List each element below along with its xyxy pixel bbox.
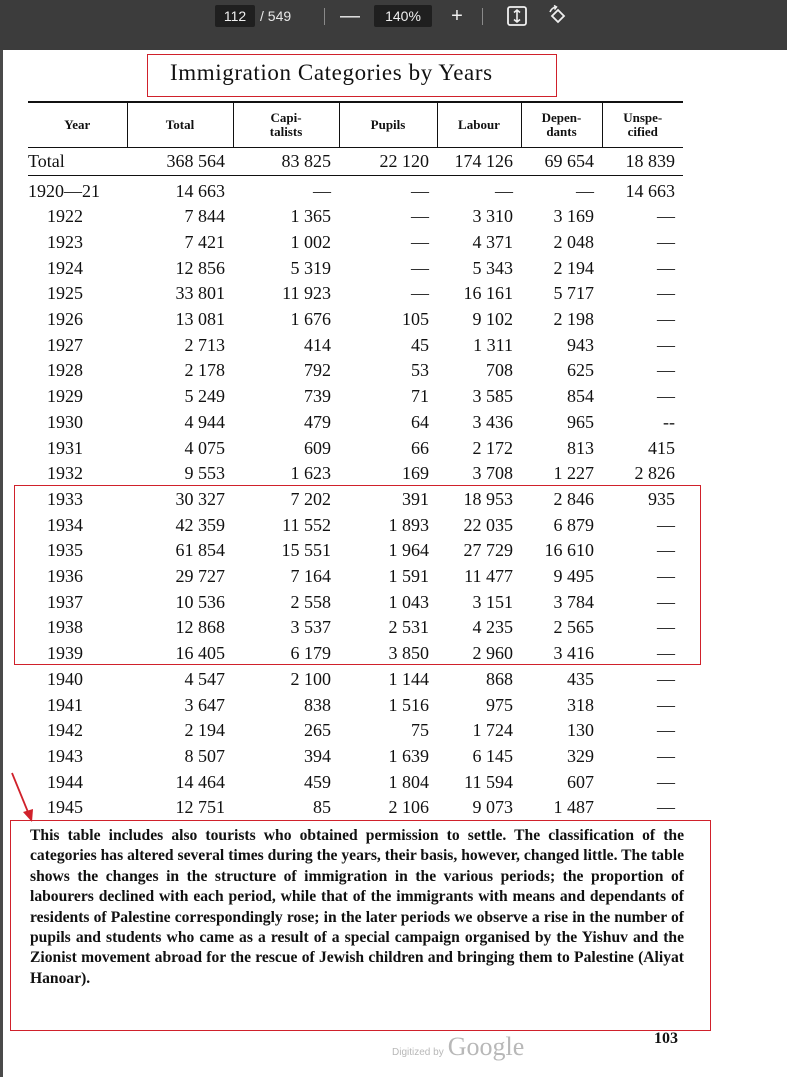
table-title: Immigration Categories by Years bbox=[170, 60, 493, 85]
value-cell: 3 647 bbox=[184, 694, 225, 715]
value-cell: 6 179 bbox=[290, 643, 331, 664]
value-cell: 2 194 bbox=[553, 257, 594, 278]
value-cell: 1 893 bbox=[388, 514, 429, 535]
table-row bbox=[28, 256, 683, 282]
value-cell: 13 081 bbox=[175, 309, 225, 330]
table-row bbox=[28, 358, 683, 384]
value-cell: — bbox=[657, 334, 675, 355]
value-cell: — bbox=[411, 231, 429, 252]
table-row bbox=[28, 204, 683, 230]
value-cell: — bbox=[657, 617, 675, 638]
value-cell: 265 bbox=[304, 720, 331, 741]
table-row bbox=[28, 307, 683, 333]
value-cell: 792 bbox=[304, 360, 331, 381]
year-cell: 1935 bbox=[47, 540, 83, 561]
table-row bbox=[28, 718, 683, 744]
fit-page-button[interactable] bbox=[504, 3, 530, 29]
value-cell: 2 531 bbox=[388, 617, 429, 638]
value-cell: — bbox=[411, 180, 429, 201]
table-row bbox=[28, 436, 683, 462]
column-header-text: Total bbox=[165, 116, 195, 132]
value-cell: 16 405 bbox=[175, 643, 225, 664]
value-cell: 414 bbox=[304, 334, 331, 355]
value-cell: 2 178 bbox=[184, 360, 225, 381]
value-cell: 174 126 bbox=[437, 147, 521, 175]
column-header-text: Labour bbox=[458, 116, 500, 132]
watermark-prefix: Digitized by bbox=[392, 1047, 444, 1058]
column-header-text: Pupils bbox=[370, 116, 406, 132]
value-cell: 1 724 bbox=[472, 720, 513, 741]
value-cell: 71 bbox=[411, 386, 429, 407]
watermark-brand: Google bbox=[447, 1032, 525, 1061]
value-cell: 29 727 bbox=[175, 566, 225, 587]
value-cell: 868 bbox=[486, 668, 513, 689]
value-cell: 6 879 bbox=[553, 514, 594, 535]
value-cell: — bbox=[657, 514, 675, 535]
value-cell: — bbox=[657, 771, 675, 792]
annotation-arrow-icon bbox=[8, 770, 38, 826]
value-cell: 935 bbox=[648, 488, 675, 509]
value-cell: 2 565 bbox=[553, 617, 594, 638]
value-cell: 18 839 bbox=[602, 147, 683, 175]
value-cell: 1 804 bbox=[388, 771, 429, 792]
year-cell: 1945 bbox=[47, 797, 83, 818]
year-cell: 1920—21 bbox=[28, 180, 100, 201]
value-cell: — bbox=[657, 386, 675, 407]
value-cell: 4 371 bbox=[472, 231, 513, 252]
value-cell: 33 801 bbox=[175, 283, 225, 304]
table-row bbox=[28, 333, 683, 359]
year-cell: 1925 bbox=[47, 283, 83, 304]
value-cell: — bbox=[657, 206, 675, 227]
value-cell: 66 bbox=[411, 437, 429, 458]
value-cell: — bbox=[657, 231, 675, 252]
value-cell: 1 144 bbox=[388, 668, 429, 689]
value-cell: 625 bbox=[567, 360, 594, 381]
value-cell: 16 610 bbox=[544, 540, 594, 561]
value-cell: 7 164 bbox=[290, 566, 331, 587]
value-cell: 2 106 bbox=[388, 797, 429, 818]
rotate-button[interactable] bbox=[544, 3, 570, 29]
value-cell: 4 235 bbox=[472, 617, 513, 638]
value-cell: 16 161 bbox=[463, 283, 513, 304]
value-cell: 6 145 bbox=[472, 745, 513, 766]
value-cell: 15 551 bbox=[281, 540, 331, 561]
value-cell: — bbox=[495, 180, 513, 201]
value-cell: 5 319 bbox=[290, 257, 331, 278]
column-header-text: Year bbox=[64, 116, 91, 132]
year-cell: 1937 bbox=[47, 591, 83, 612]
value-cell: 391 bbox=[402, 488, 429, 509]
table-row bbox=[28, 281, 683, 307]
value-cell: 45 bbox=[411, 334, 429, 355]
value-cell: 64 bbox=[411, 411, 429, 432]
table-row bbox=[28, 693, 683, 719]
year-cell: Total bbox=[28, 147, 127, 175]
value-cell: 22 120 bbox=[339, 147, 437, 175]
value-cell: 1 002 bbox=[290, 231, 331, 252]
value-cell: 368 564 bbox=[127, 147, 233, 175]
value-cell: 3 708 bbox=[472, 463, 513, 484]
value-cell: 3 850 bbox=[388, 643, 429, 664]
table-row bbox=[28, 175, 683, 204]
value-cell: 14 663 bbox=[625, 180, 675, 201]
value-cell: 9 495 bbox=[553, 566, 594, 587]
digitized-by-google-watermark bbox=[392, 1032, 524, 1062]
column-header-text: Depen- bbox=[541, 109, 582, 125]
table-row bbox=[28, 384, 683, 410]
column-header bbox=[602, 102, 683, 147]
value-cell: 18 953 bbox=[463, 488, 513, 509]
year-cell: 1943 bbox=[47, 745, 83, 766]
value-cell: 3 416 bbox=[553, 643, 594, 664]
value-cell: 3 436 bbox=[472, 411, 513, 432]
year-cell: 1942 bbox=[47, 720, 83, 741]
column-header bbox=[127, 102, 233, 147]
value-cell: — bbox=[576, 180, 594, 201]
year-cell: 1940 bbox=[47, 668, 83, 689]
value-cell: 75 bbox=[411, 720, 429, 741]
table-row bbox=[28, 795, 683, 821]
table-row bbox=[28, 461, 683, 487]
column-header bbox=[28, 102, 127, 147]
table-row bbox=[28, 410, 683, 436]
value-cell: 11 477 bbox=[464, 566, 513, 587]
column-header-text: Unspe- bbox=[623, 109, 663, 125]
year-cell: 1926 bbox=[47, 309, 83, 330]
value-cell: 5 249 bbox=[184, 386, 225, 407]
value-cell: 169 bbox=[402, 463, 429, 484]
zoom-out-button[interactable]: — bbox=[340, 5, 360, 27]
value-cell: 61 854 bbox=[175, 540, 225, 561]
value-cell: 394 bbox=[304, 745, 331, 766]
value-cell: — bbox=[657, 566, 675, 587]
table-row bbox=[28, 667, 683, 693]
value-cell: 5 717 bbox=[553, 283, 594, 304]
table-row bbox=[28, 770, 683, 796]
value-cell: 27 729 bbox=[463, 540, 513, 561]
immigration-table bbox=[28, 101, 683, 821]
value-cell: 4 075 bbox=[184, 437, 225, 458]
year-cell: 1927 bbox=[47, 334, 83, 355]
value-cell: — bbox=[313, 180, 331, 201]
value-cell: 12 856 bbox=[175, 257, 225, 278]
year-cell: 1933 bbox=[47, 488, 83, 509]
value-cell: — bbox=[657, 540, 675, 561]
year-cell: 1934 bbox=[47, 514, 83, 535]
value-cell: 83 825 bbox=[233, 147, 339, 175]
value-cell: — bbox=[657, 668, 675, 689]
value-cell: 318 bbox=[567, 694, 594, 715]
value-cell: — bbox=[411, 206, 429, 227]
value-cell: 3 169 bbox=[553, 206, 594, 227]
value-cell: 69 654 bbox=[521, 147, 602, 175]
value-cell: -- bbox=[663, 411, 675, 432]
value-cell: 1 516 bbox=[388, 694, 429, 715]
value-cell: 2 713 bbox=[184, 334, 225, 355]
value-cell: — bbox=[657, 720, 675, 741]
value-cell: 14 464 bbox=[175, 771, 225, 792]
year-cell: 1929 bbox=[47, 386, 83, 407]
value-cell: 12 751 bbox=[175, 797, 225, 818]
value-cell: 11 923 bbox=[282, 283, 331, 304]
value-cell: 3 585 bbox=[472, 386, 513, 407]
value-cell: — bbox=[657, 591, 675, 612]
total-row bbox=[28, 147, 683, 175]
year-cell: 1931 bbox=[47, 437, 83, 458]
toolbar-divider bbox=[324, 8, 325, 25]
zoom-in-button[interactable]: + bbox=[451, 5, 463, 27]
column-header-text: dants bbox=[546, 123, 577, 139]
value-cell: 813 bbox=[567, 437, 594, 458]
table-header-row bbox=[28, 102, 683, 147]
value-cell: 85 bbox=[313, 797, 331, 818]
value-cell: 3 310 bbox=[472, 206, 513, 227]
value-cell: 3 151 bbox=[472, 591, 513, 612]
value-cell: 2 172 bbox=[472, 437, 513, 458]
value-cell: 607 bbox=[567, 771, 594, 792]
value-cell: 3 537 bbox=[290, 617, 331, 638]
year-cell: 1923 bbox=[47, 231, 83, 252]
value-cell: 2 198 bbox=[553, 309, 594, 330]
value-cell: 2 826 bbox=[634, 463, 675, 484]
value-cell: 8 507 bbox=[184, 745, 225, 766]
column-header bbox=[437, 102, 521, 147]
value-cell: — bbox=[657, 694, 675, 715]
value-cell: 435 bbox=[567, 668, 594, 689]
value-cell: 30 327 bbox=[175, 488, 225, 509]
value-cell: — bbox=[657, 745, 675, 766]
value-cell: 105 bbox=[402, 309, 429, 330]
value-cell: 10 536 bbox=[175, 591, 225, 612]
value-cell: 9 102 bbox=[472, 309, 513, 330]
value-cell: 1 365 bbox=[290, 206, 331, 227]
year-cell: 1930 bbox=[47, 411, 83, 432]
year-cell: 1944 bbox=[47, 771, 83, 792]
table-row bbox=[28, 230, 683, 256]
printed-page-number: 103 bbox=[654, 1030, 678, 1047]
rotate-icon bbox=[544, 3, 570, 29]
value-cell: 415 bbox=[648, 437, 675, 458]
value-cell: 7 421 bbox=[184, 231, 225, 252]
page-total-label: / 549 bbox=[260, 8, 292, 24]
value-cell: — bbox=[657, 309, 675, 330]
value-cell: 2 100 bbox=[290, 668, 331, 689]
value-cell: 1 043 bbox=[388, 591, 429, 612]
value-cell: 9 553 bbox=[184, 463, 225, 484]
pdf-toolbar bbox=[0, 0, 787, 50]
value-cell: — bbox=[411, 257, 429, 278]
value-cell: 11 594 bbox=[464, 771, 513, 792]
value-cell: 14 663 bbox=[175, 180, 225, 201]
value-cell: — bbox=[657, 360, 675, 381]
table-footnote: This table includes also tourists who obtained permission to settle. The classification of the categories has altered several times during the years, their basis, however, changed little. The table shows the changes in the structure of immigration in the various periods; the proportion of labourers declined with each period, while that of the immigrants with means and dependants of residents of Palestine correspondingly rose; in the later periods we observe a rise in the number of pupils and students who came as a result of a special campaign organised by the Yishuv and the Zionist movement abroad for the rescue of Jewish children and bringing them to Palestine (Aliyat Hanoar). bbox=[30, 827, 684, 987]
value-cell: 42 359 bbox=[175, 514, 225, 535]
column-header bbox=[521, 102, 602, 147]
value-cell: 975 bbox=[486, 694, 513, 715]
value-cell: 3 784 bbox=[553, 591, 594, 612]
value-cell: 7 844 bbox=[184, 206, 225, 227]
year-cell: 1928 bbox=[47, 360, 83, 381]
value-cell: 479 bbox=[304, 411, 331, 432]
value-cell: 609 bbox=[304, 437, 331, 458]
value-cell: — bbox=[411, 283, 429, 304]
value-cell: 1 623 bbox=[290, 463, 331, 484]
toolbar-divider bbox=[482, 8, 483, 25]
value-cell: 9 073 bbox=[472, 797, 513, 818]
value-cell: 1 964 bbox=[388, 540, 429, 561]
value-cell: 22 035 bbox=[463, 514, 513, 535]
column-header bbox=[233, 102, 339, 147]
year-cell: 1922 bbox=[47, 206, 83, 227]
page-number-input[interactable]: 112 bbox=[215, 5, 255, 27]
period-1933-1939-highlight-box bbox=[14, 485, 701, 665]
year-cell: 1939 bbox=[47, 643, 83, 664]
value-cell: 1 227 bbox=[553, 463, 594, 484]
value-cell: 838 bbox=[304, 694, 331, 715]
value-cell: 329 bbox=[567, 745, 594, 766]
fit-page-icon bbox=[504, 3, 530, 29]
value-cell: 7 202 bbox=[290, 488, 331, 509]
value-cell: 1 311 bbox=[473, 334, 513, 355]
value-cell: 2 960 bbox=[472, 643, 513, 664]
year-cell: 1941 bbox=[47, 694, 83, 715]
value-cell: 12 868 bbox=[175, 617, 225, 638]
value-cell: 11 552 bbox=[282, 514, 331, 535]
year-cell: 1936 bbox=[47, 566, 83, 587]
value-cell: 943 bbox=[567, 334, 594, 355]
year-cell: 1938 bbox=[47, 617, 83, 638]
value-cell: 5 343 bbox=[472, 257, 513, 278]
value-cell: 1 639 bbox=[388, 745, 429, 766]
column-header-text: cified bbox=[627, 123, 658, 139]
value-cell: 1 591 bbox=[388, 566, 429, 587]
column-header-text: talists bbox=[269, 123, 303, 139]
year-cell: 1924 bbox=[47, 257, 83, 278]
value-cell: 2 846 bbox=[553, 488, 594, 509]
viewer-left-edge bbox=[0, 50, 3, 1077]
title-highlight-box bbox=[147, 54, 557, 97]
column-header-text: Capi- bbox=[270, 109, 302, 125]
column-header bbox=[339, 102, 437, 147]
value-cell: 1 487 bbox=[553, 797, 594, 818]
value-cell: 965 bbox=[567, 411, 594, 432]
value-cell: 53 bbox=[411, 360, 429, 381]
value-cell: 854 bbox=[567, 386, 594, 407]
value-cell: 130 bbox=[567, 720, 594, 741]
value-cell: 2 194 bbox=[184, 720, 225, 741]
value-cell: 1 676 bbox=[290, 309, 331, 330]
value-cell: 739 bbox=[304, 386, 331, 407]
value-cell: 4 547 bbox=[184, 668, 225, 689]
zoom-level-input[interactable]: 140% bbox=[374, 5, 432, 27]
value-cell: — bbox=[657, 283, 675, 304]
value-cell: 4 944 bbox=[184, 411, 225, 432]
table-row bbox=[28, 744, 683, 770]
value-cell: 708 bbox=[486, 360, 513, 381]
value-cell: 2 558 bbox=[290, 591, 331, 612]
value-cell: — bbox=[657, 257, 675, 278]
value-cell: — bbox=[657, 643, 675, 664]
value-cell: 2 048 bbox=[553, 231, 594, 252]
value-cell: — bbox=[657, 797, 675, 818]
year-cell: 1932 bbox=[47, 463, 83, 484]
value-cell: 459 bbox=[304, 771, 331, 792]
